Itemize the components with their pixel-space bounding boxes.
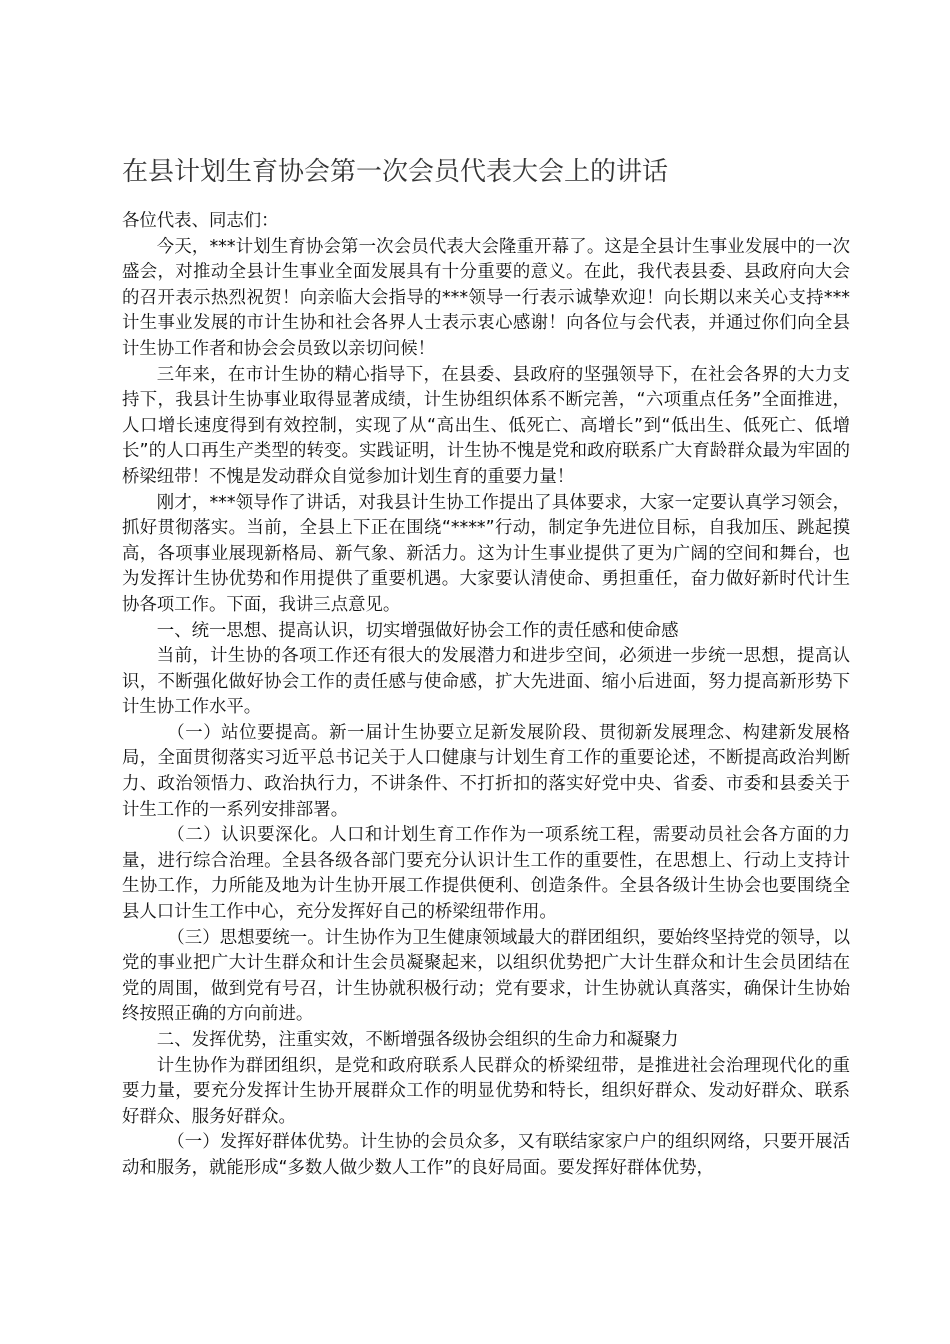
subsection-2-1: （一）发挥好群体优势。计生协的会员众多，又有联结家家户户的组织网络，只要开展活动和服务，就能形成“多数人做少数人工作”的良好局面。要发挥好群体优势， [122, 1132, 850, 1178]
salutation: 各位代表、同志们： [122, 211, 279, 231]
document-title: 在县计划生育协会第一次会员代表大会上的讲话 [122, 157, 669, 187]
subsection-1-2: （二）认识要深化。人口和计划生育工作作为一项系统工程，需要动员社会各方面的力量，进行综合治理。全县各级各部门要充分认识计生工作的重要性，在思想上、行动上支持计生协工作，力所能及地为计生协开展工作提供便利、创造条件。全县各级计生协会也要围绕全县人口计生工作中心，充分发挥好自己的桥梁纽带作用。 [122, 825, 850, 923]
paragraph-requirements: 刚才，***领导作了讲话，对我县计生协工作提出了具体要求，大家一定要认真学习领会，抓好贯彻落实。当前，全县上下正在围绕“****”行动，制定争先进位目标，自我加压、跳起摸高，各项事业展现新格局、新气象、新活力。这为计生事业提供了更为广阔的空间和舞台，也为发挥计生协优势和作用提供了重要机遇。大家要认清使命、勇担重任，奋力做好新时代计生协各项工作。下面，我讲三点意见。 [122, 492, 850, 615]
paragraph-opening: 今天，***计划生育协会第一次会员代表大会隆重开幕了。这是全县计生事业发展中的一次盛会，对推动全县计生事业全面发展具有十分重要的意义。在此，我代表县委、县政府向大会的召开表示热烈祝贺！向亲临大会指导的***领导一行表示诚挚欢迎！向长期以来关心支持***计生事业发展的市计生协和社会各界人士表示衷心感谢！向各位与会代表，并通过你们向全县计生协工作者和协会会员致以亲切问候！ [122, 236, 850, 359]
document-body [122, 209, 850, 1182]
subsection-1-1: （一）站位要提高。新一届计生协要立足新发展阶段、贯彻新发展理念、构建新发展格局，全面贯彻落实习近平总书记关于人口健康与计划生育工作的重要论述，不断提高政治判断力、政治领悟力、政治执行力，不讲条件、不打折扣的落实好党中央、省委、市委和县委关于计生工作的一系列安排部署。 [122, 722, 850, 820]
paragraph-achievements: 三年来，在市计生协的精心指导下，在县委、县政府的坚强领导下，在社会各界的大力支持下，我县计生协事业取得显著成绩，计生协组织体系不断完善，“六项重点任务”全面推进，人口增长速度得到有效控制，实现了从“高出生、低死亡、高增长”到“低出生、低死亡、低增长”的人口再生产类型的转变。实践证明，计生协不愧是党和政府联系广大育龄群众最为牢固的桥梁纽带！不愧是发动群众自觉参加计划生育的重要力量！ [122, 364, 850, 487]
subsection-1-3: （三）思想要统一。计生协作为卫生健康领域最大的群团组织，要始终坚持党的领导，以党的事业把广大计生群众和计生会员凝聚起来，以组织优势把广大计生群众和计生会员团结在党的周围，做到党有号召，计生协就积极行动；党有要求，计生协就认真落实，确保计生协始终按照正确的方向前进。 [122, 927, 850, 1025]
paragraph-section-1-intro: 当前，计生协的各项工作还有很大的发展潜力和进步空间，必须进一步统一思想，提高认识，不断强化做好协会工作的责任感与使命感，扩大先进面、缩小后进面，努力提高新形势下计生协工作水平。 [122, 646, 850, 718]
paragraph-section-2-intro: 计生协作为群团组织，是党和政府联系人民群众的桥梁纽带，是推进社会治理现代化的重要力量，要充分发挥计生协开展群众工作的明显优势和特长，组织好群众、发动好群众、联系好群众、服务好群众。 [122, 1055, 850, 1127]
section-heading-1: 一、统一思想、提高认识，切实增强做好协会工作的责任感和使命感 [156, 620, 679, 641]
section-heading-2: 二、发挥优势，注重实效，不断增强各级协会组织的生命力和凝聚力 [156, 1030, 679, 1050]
